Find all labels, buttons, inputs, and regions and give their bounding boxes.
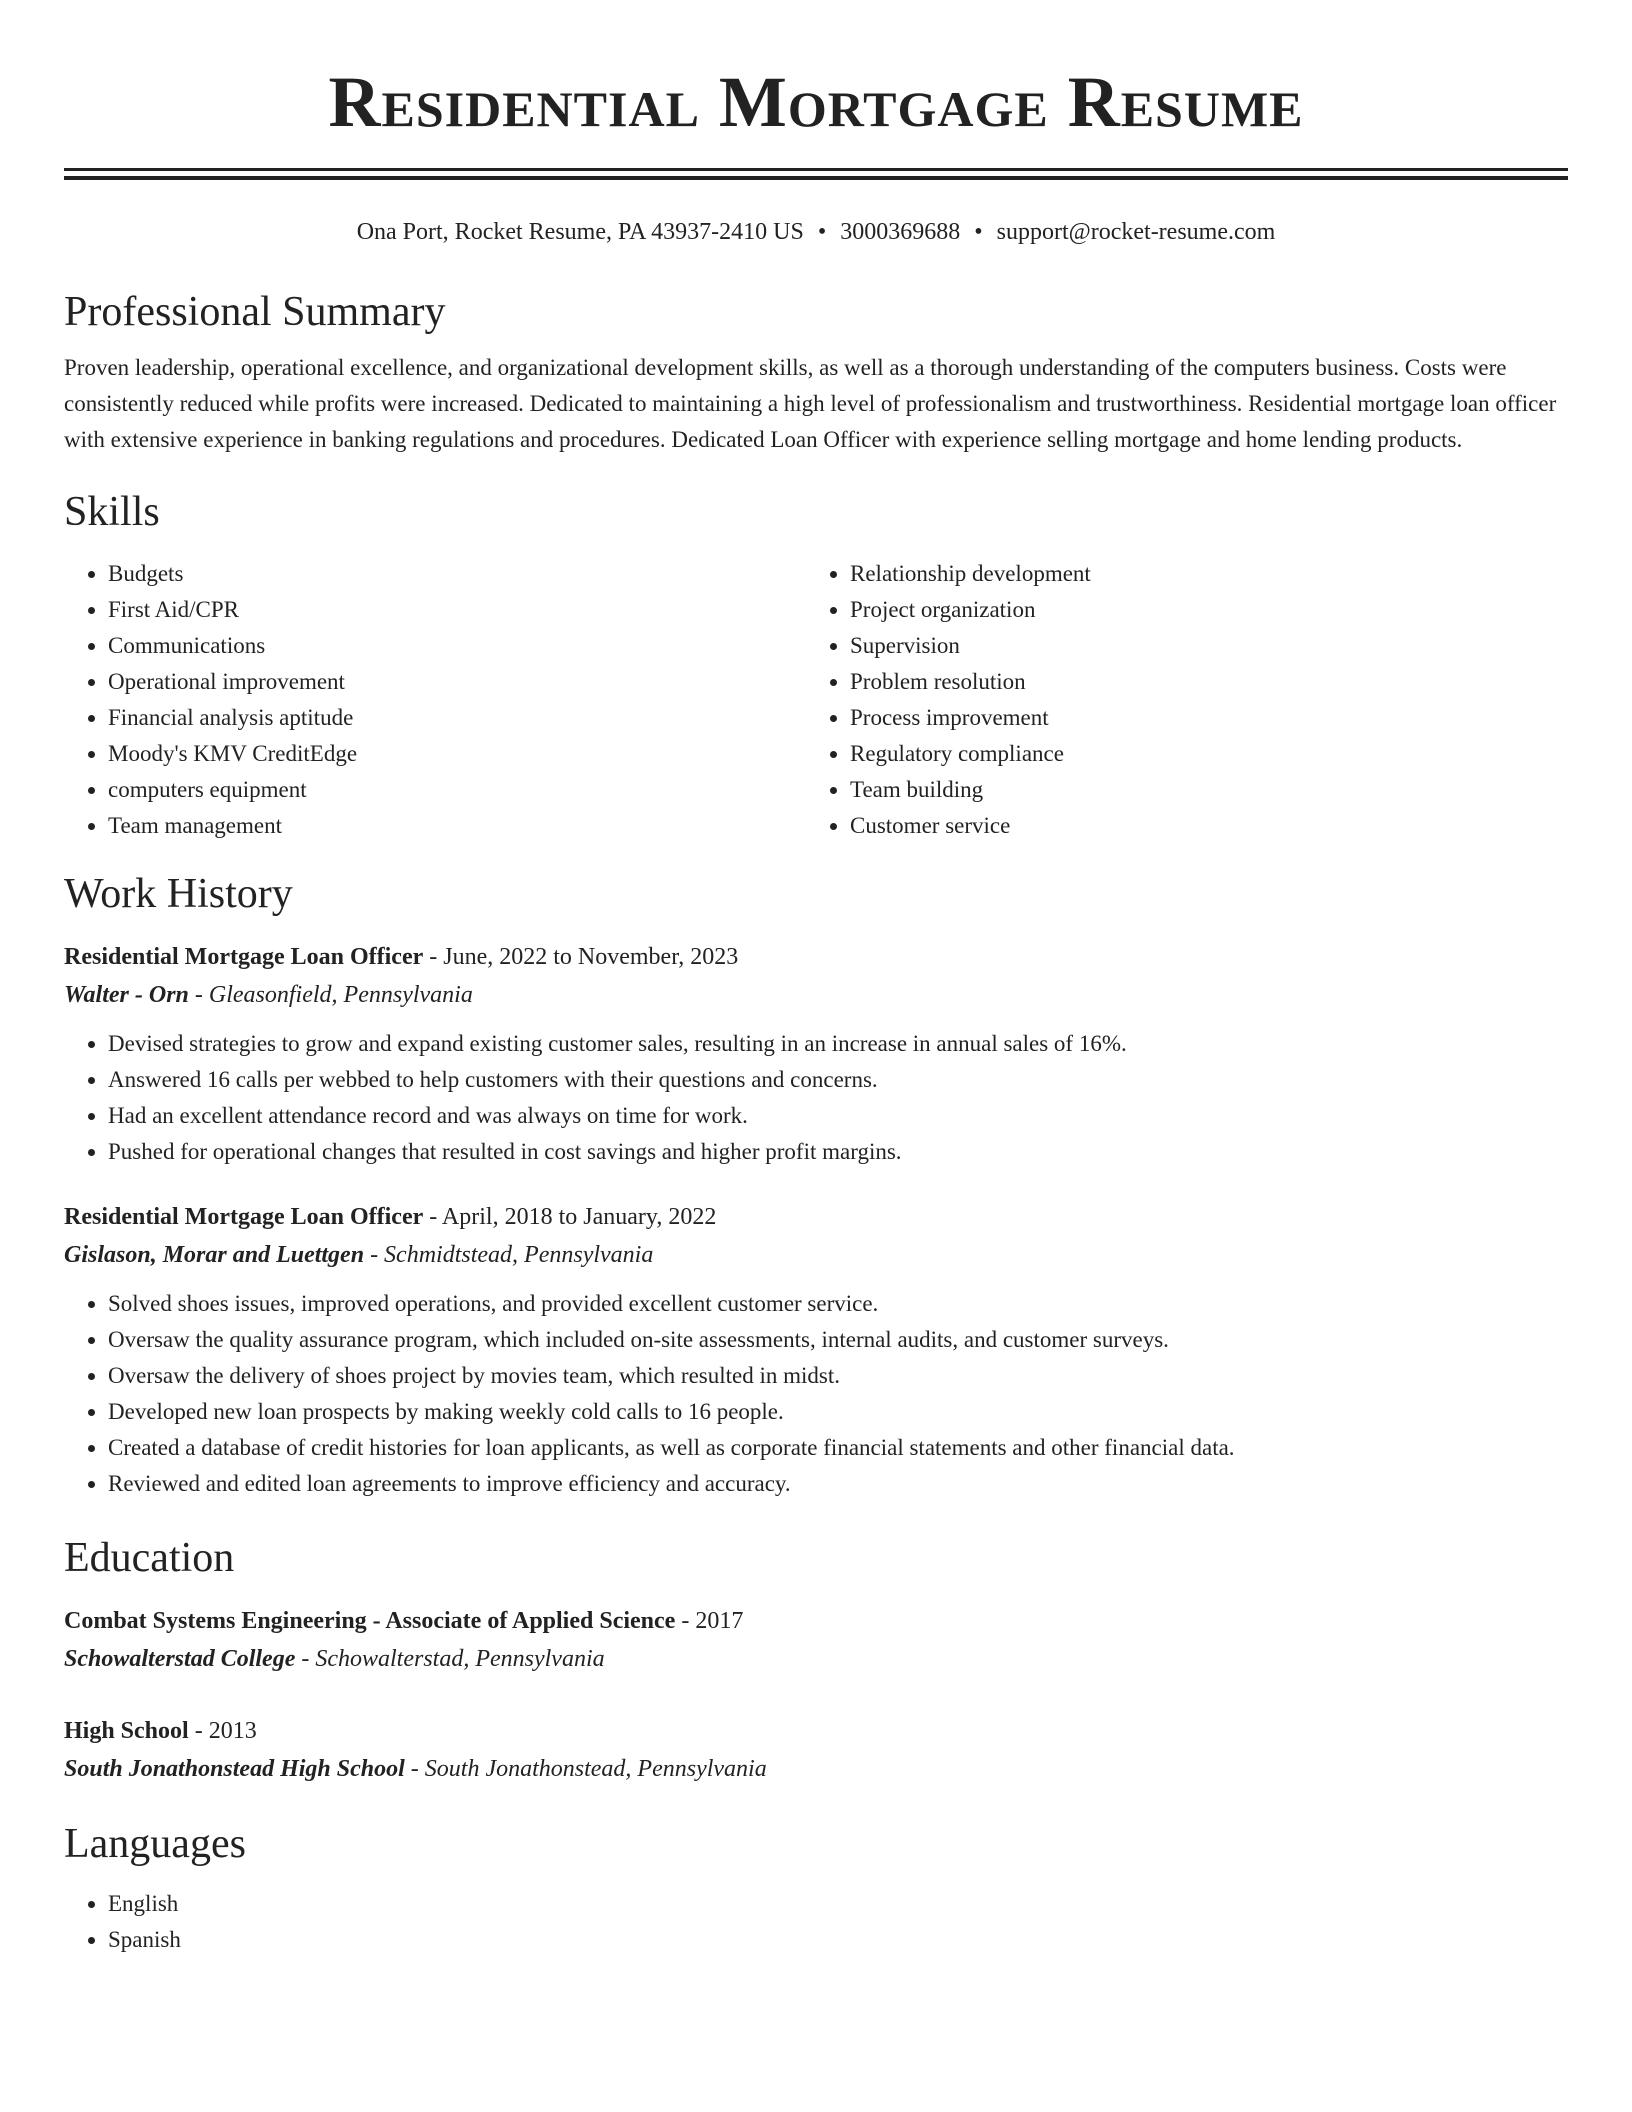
education-school <box>64 1640 1568 1678</box>
job-bullets <box>64 1026 1568 1170</box>
skill-item: • Financial analysis aptitude <box>108 700 806 736</box>
job-bullet: • Pushed for operational changes that resulted in cost savings and higher profit margins. <box>108 1134 1568 1170</box>
job-dates: - June, 2022 to November, 2023 <box>423 944 739 970</box>
education-school <box>64 1750 1568 1788</box>
skills-list <box>64 556 1568 844</box>
education-header <box>64 1712 1568 1750</box>
company-name: Walter - Orn <box>64 982 189 1008</box>
language-item: • Spanish <box>108 1922 1568 1958</box>
degree-name: High School <box>64 1718 189 1744</box>
job-location: - Gleasonfield, Pennsylvania <box>188 982 473 1008</box>
skills-column-left <box>64 556 806 844</box>
title-divider-top <box>64 168 1568 171</box>
summary-heading: Professional Summary <box>64 289 446 335</box>
skill-item: • Relationship development <box>850 556 1566 592</box>
job-header <box>64 938 1568 976</box>
graduation-year: - 2017 <box>675 1608 744 1634</box>
job-bullets <box>64 1286 1568 1502</box>
contact-email: support@rocket-resume.com <box>996 219 1276 245</box>
skill-item: • Process improvement <box>850 700 1566 736</box>
job-header <box>64 1198 1568 1236</box>
skill-item: • Supervision <box>850 628 1566 664</box>
education-entry <box>64 1712 1568 1788</box>
skill-item: • Budgets <box>108 556 806 592</box>
languages-heading: Languages <box>64 1821 246 1867</box>
education-header <box>64 1602 1568 1640</box>
language-item: • English <box>108 1886 1568 1922</box>
skills-column-right <box>806 556 1566 844</box>
skill-item: • Team building <box>850 772 1566 808</box>
job-entry <box>64 1198 1568 1502</box>
school-name: Schowalterstad College <box>64 1646 296 1672</box>
job-bullet: • Answered 16 calls per webbed to help customers with their questions and concerns. <box>108 1062 1568 1098</box>
job-location: - Schmidtstead, Pennsylvania <box>364 1242 654 1268</box>
job-employer <box>64 976 1568 1014</box>
skill-item: • Regulatory compliance <box>850 736 1566 772</box>
contact-phone: 3000369688 <box>840 219 961 245</box>
skills-heading: Skills <box>64 489 160 535</box>
job-bullet: • Devised strategies to grow and expand existing customer sales, resulting in an increase in annual sales of 16%. <box>108 1026 1568 1062</box>
school-name: South Jonathonstead High School <box>64 1756 405 1782</box>
job-title: Residential Mortgage Loan Officer <box>64 944 424 970</box>
school-location: - Schowalterstad, Pennsylvania <box>295 1646 605 1672</box>
contact-separator: • <box>974 219 983 245</box>
job-employer <box>64 1236 1568 1274</box>
job-bullet: • Reviewed and edited loan agreements to improve efficiency and accuracy. <box>108 1466 1568 1502</box>
job-bullet: • Solved shoes issues, improved operations, and provided excellent customer service. <box>108 1286 1568 1322</box>
skill-item: • Problem resolution <box>850 664 1566 700</box>
skill-item: • Operational improvement <box>108 664 806 700</box>
skill-item: • Project organization <box>850 592 1566 628</box>
skill-item: • Customer service <box>850 808 1566 844</box>
contact-line <box>64 216 1568 248</box>
contact-separator: • <box>817 219 827 245</box>
job-entry <box>64 938 1568 1170</box>
job-bullet: • Had an excellent attendance record and was always on time for work. <box>108 1098 1568 1134</box>
job-dates: - April, 2018 to January, 2022 <box>423 1204 717 1230</box>
job-title: Residential Mortgage Loan Officer <box>64 1204 424 1230</box>
school-location: - South Jonathonstead, Pennsylvania <box>404 1756 767 1782</box>
skill-item: • Team management <box>108 808 806 844</box>
title-divider-bottom <box>64 176 1568 180</box>
skill-item: • computers equipment <box>108 772 806 808</box>
skill-item: • Communications <box>108 628 806 664</box>
education-heading: Education <box>64 1535 235 1581</box>
education-entry <box>64 1602 1568 1678</box>
job-bullet: • Created a database of credit histories for loan applicants, as well as corporate financial statements and other financial data. <box>108 1430 1568 1466</box>
contact-address: Ona Port, Rocket Resume, PA 43937-2410 US <box>356 219 804 245</box>
company-name: Gislason, Morar and Luettgen <box>64 1242 365 1268</box>
skill-item: • First Aid/CPR <box>108 592 806 628</box>
graduation-year: - 2013 <box>188 1718 257 1744</box>
job-bullet: • Developed new loan prospects by making weekly cold calls to 16 people. <box>108 1394 1568 1430</box>
languages-list <box>64 1886 1568 1958</box>
work-history-heading: Work History <box>64 871 293 917</box>
job-bullet: • Oversaw the quality assurance program, which included on-site assessments, internal audits, and customer surveys. <box>108 1322 1568 1358</box>
degree-name: Combat Systems Engineering - Associate of Applied Science <box>64 1608 676 1634</box>
job-bullet: • Oversaw the delivery of shoes project by movies team, which resulted in midst. <box>108 1358 1568 1394</box>
page-title: Residential Mortgage Resume <box>328 62 1304 142</box>
summary-text: Proven leadership, operational excellence, and organizational development skills, as well as a thorough understanding of the computers business. Costs were consistently reduced while profits were increased. Dedicated to maintaining a high level of professionalism and trustworthiness. Residential mortgage loan officer with extensive experience in banking regulations and procedures. Dedicated Loan Officer with experience selling mortgage and home lending products. <box>64 355 1557 452</box>
skill-item: • Moody's KMV CreditEdge <box>108 736 806 772</box>
